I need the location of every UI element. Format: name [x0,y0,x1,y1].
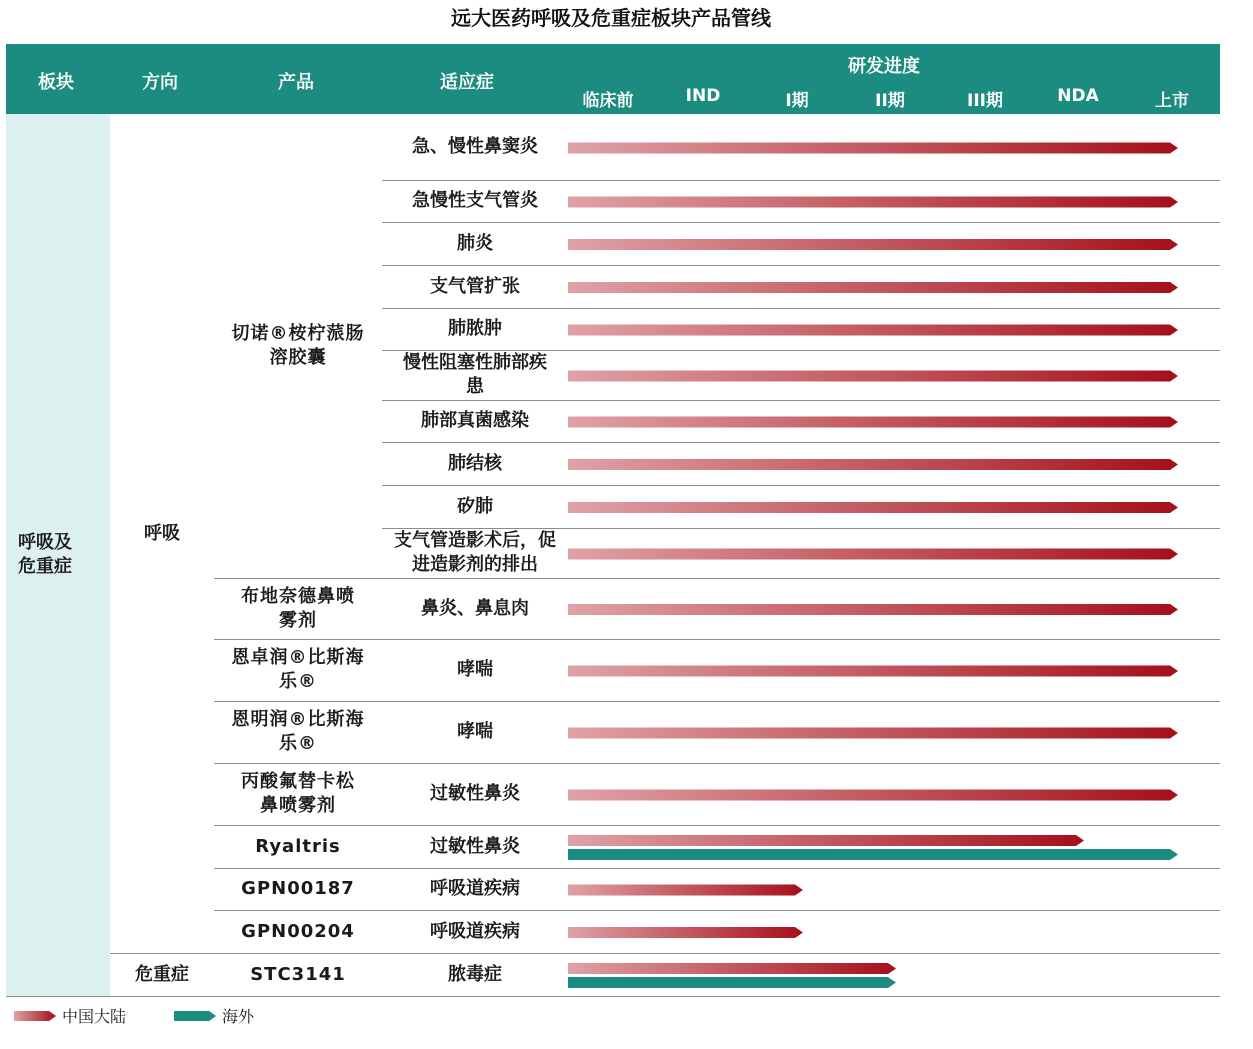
bar-china [568,143,1178,154]
stage-label: 临床前 [582,91,634,111]
header-indication: 适应症 [440,72,494,93]
bar-overseas [568,849,1178,860]
product-name: 恩明润®比斯海 乐® [231,709,365,754]
bar-china [568,604,1178,615]
legend-swatch-overseas [174,1009,216,1023]
legend-swatch-china [14,1009,56,1023]
indication-text: 支气管造影术后，促 进造影剂的排出 [394,530,556,575]
product-name: Ryaltris [255,835,341,857]
legend-item-china [14,1004,126,1027]
indication-text: 肺部真菌感染 [421,410,529,431]
legend-label-overseas: 海外 [222,1007,255,1026]
bar-china [568,197,1178,208]
direction-respiratory: 呼吸 [144,522,180,544]
indication-text: 急、慢性鼻窦炎 [412,136,538,157]
indication-text: 哮喘 [457,659,493,680]
stage-label: 上市 [1155,91,1189,111]
indication-text: 肺脓肿 [448,318,502,339]
stage-label: II期 [875,91,905,111]
product-name: 切诺®桉柠蒎肠 溶胶囊 [231,323,365,368]
bar-china [568,459,1178,470]
indication-text: 慢性阻塞性肺部疾 患 [403,352,547,397]
indication-text: 呼吸道疾病 [430,920,520,942]
header-product: 产品 [278,72,314,93]
bar-china [568,666,1178,677]
product-name: 布地奈德鼻喷 雾剂 [241,585,355,631]
product-name: 恩卓润®比斯海 乐® [231,647,365,692]
indication-text: 呼吸道疾病 [430,878,520,899]
bar-china [568,790,1178,801]
bar-china [568,728,1178,739]
indication-text: 鼻炎、鼻息肉 [421,597,529,619]
chart-title: 远大医药呼吸及危重症板块产品管线 [451,6,771,30]
bar-china [568,239,1178,250]
indication-text: 急慢性支气管炎 [412,190,538,211]
bar-china [568,549,1178,560]
stage-label: NDA [1057,86,1099,106]
product-name: GPN00204 [241,920,355,942]
segment-label: 呼吸及 危重症 [18,532,72,577]
product-name: 丙酸氟替卡松 鼻喷雾剂 [241,771,355,816]
header-direction: 方向 [142,72,178,93]
legend-item-overseas [174,1004,254,1027]
bar-china [568,325,1178,336]
bar-china [568,282,1178,293]
direction-critical-care: 危重症 [135,963,189,985]
indication-text: 矽肺 [457,495,493,517]
legend-label-china: 中国大陆 [62,1007,127,1026]
bar-china [568,502,1178,513]
stage-label: I期 [785,91,809,111]
bar-china [568,835,1084,846]
stage-label: IND [685,86,721,106]
indication-text: 过敏性鼻炎 [430,835,520,857]
bar-china [568,885,803,896]
bar-china [568,927,803,938]
stage-label: III期 [967,91,1003,111]
bar-china [568,417,1178,428]
indication-text: 过敏性鼻炎 [430,783,520,804]
product-name: GPN00187 [241,878,355,899]
product-name: STC3141 [250,963,346,985]
header-segment: 板块 [38,72,74,93]
bar-china [568,371,1178,382]
bar-china [568,963,896,974]
header-progress: 研发进度 [848,56,920,77]
indication-text: 哮喘 [457,721,493,742]
bar-overseas [568,977,896,988]
indication-text: 脓毒症 [448,963,502,985]
indication-text: 肺结核 [448,452,502,474]
indication-text: 支气管扩张 [430,275,520,297]
indication-text: 肺炎 [457,232,493,254]
